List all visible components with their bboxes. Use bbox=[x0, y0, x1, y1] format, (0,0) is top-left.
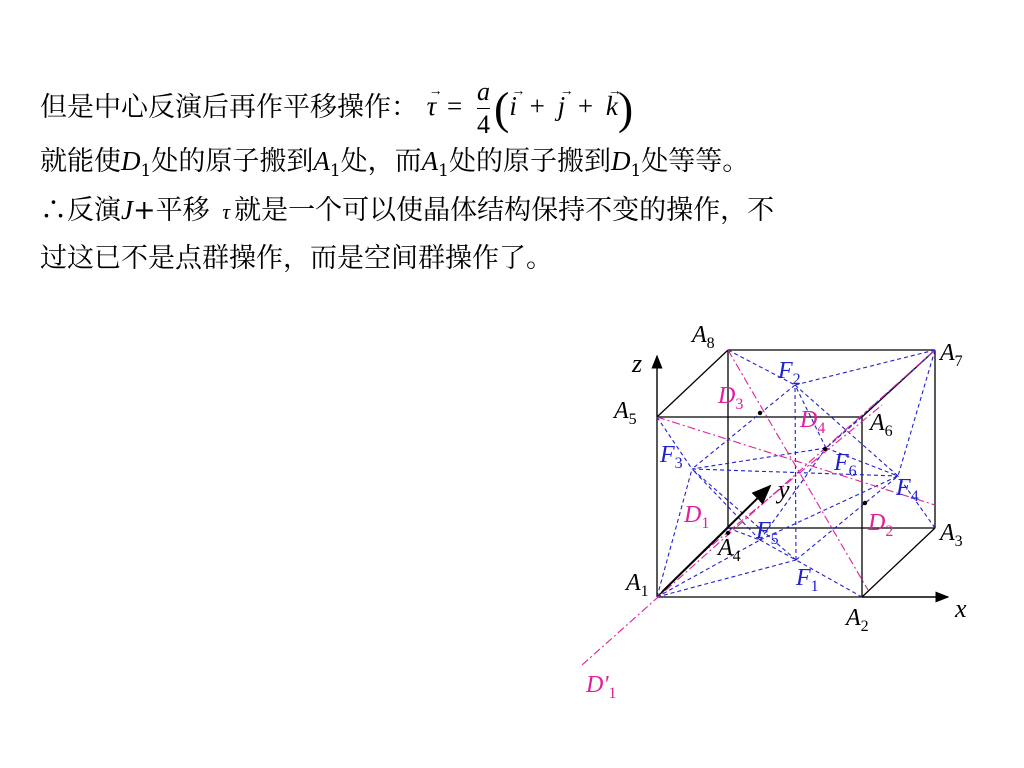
line3-tau: τ bbox=[222, 199, 231, 224]
therefore-symbol: ∴ bbox=[40, 195, 67, 226]
d-point-label: $D_3$ bbox=[718, 383, 744, 413]
vertex-face-line bbox=[657, 469, 692, 597]
d-point-label: $D'_1$ bbox=[586, 672, 617, 702]
line2-sub3: 1 bbox=[438, 161, 449, 181]
y-axis-arrow bbox=[662, 486, 770, 592]
translation-formula bbox=[427, 78, 634, 139]
fraction-bar bbox=[477, 108, 490, 109]
labels bbox=[585, 322, 967, 702]
diagonal-lines bbox=[582, 350, 935, 665]
text-line-2 bbox=[40, 145, 750, 181]
point-dot bbox=[758, 411, 762, 415]
j-vector: → j bbox=[558, 90, 566, 122]
d-point-label: $D_2$ bbox=[868, 510, 894, 540]
vertex-label: $A_6$ bbox=[870, 410, 893, 440]
tau-vector: → τ bbox=[427, 90, 437, 122]
line2-part-c: 处，而 bbox=[340, 146, 422, 177]
cube-edge bbox=[862, 528, 935, 597]
line2-sub4: 1 bbox=[630, 161, 642, 181]
plus-sign-1: + bbox=[529, 90, 545, 121]
line2-sub1: 1 bbox=[140, 161, 152, 181]
line4-text: 过这已不是点群操作，而是空间群操作了。 bbox=[40, 243, 553, 274]
crystal-cell-diagram bbox=[570, 318, 1000, 708]
x-axis-label: x bbox=[955, 594, 967, 623]
vertex-face-line bbox=[795, 350, 935, 385]
line3-part-a: 反演 bbox=[67, 195, 121, 226]
face-center-label: $F_4$ bbox=[896, 475, 919, 505]
face-center-label: $F_3$ bbox=[660, 442, 683, 472]
body-diagonal-line bbox=[582, 350, 935, 665]
vertex-label: $A_7$ bbox=[940, 340, 963, 370]
line2-part-e: 处等等。 bbox=[641, 146, 750, 177]
vertex-label: $A_3$ bbox=[940, 520, 963, 550]
vertex-face-line bbox=[657, 540, 760, 597]
vertex-face-line bbox=[657, 560, 796, 597]
vertex-label: $A_4$ bbox=[718, 535, 741, 565]
vertex-face-line bbox=[898, 350, 935, 476]
text-line-1 bbox=[40, 78, 633, 139]
right-paren: ) bbox=[617, 82, 634, 134]
face-center-label: $F_5$ bbox=[756, 518, 779, 548]
i-vector: → i bbox=[509, 90, 517, 122]
line1-text: 但是中心反演后再作平移操作： bbox=[40, 92, 418, 123]
line2-sub2: 1 bbox=[329, 161, 341, 181]
line2-A2: A bbox=[421, 146, 439, 176]
line3-part-b: +平移 bbox=[132, 195, 210, 226]
plus-sign-2: + bbox=[577, 90, 594, 121]
vertex-label: $A_1$ bbox=[626, 570, 649, 600]
vertex-label: $A_8$ bbox=[692, 322, 715, 352]
line3-part-c: 就是一个可以使晶体结构保持不变的操作，不 bbox=[234, 195, 775, 226]
k-vector: → k bbox=[606, 90, 618, 122]
face-center-label: $F_6$ bbox=[834, 450, 857, 480]
line2-A: A bbox=[313, 146, 330, 176]
face-center-line bbox=[795, 385, 796, 560]
d-point-label: $D_4$ bbox=[800, 407, 826, 437]
point-dot bbox=[863, 501, 867, 505]
face-center-line bbox=[692, 385, 795, 469]
line2-part-d: 处的原子搬到 bbox=[448, 146, 611, 177]
z-axis-label: z bbox=[632, 349, 643, 378]
line2-D: D bbox=[121, 146, 141, 176]
fraction-numerator: a bbox=[477, 77, 490, 106]
fraction-a-over-4 bbox=[477, 78, 490, 139]
text-line-3 bbox=[40, 194, 774, 228]
text-line-4 bbox=[40, 243, 553, 275]
fraction-denominator: 4 bbox=[477, 110, 490, 139]
diagonal-line bbox=[657, 417, 935, 505]
d-point-label: $D_1$ bbox=[684, 502, 710, 532]
vertex-face-line bbox=[826, 417, 862, 448]
face-center-label: $F_1$ bbox=[796, 565, 819, 595]
line2-D2: D bbox=[610, 146, 631, 176]
left-paren: ( bbox=[494, 82, 510, 134]
y-axis-label: y bbox=[778, 475, 790, 504]
face-center-label: $F_2$ bbox=[778, 358, 801, 388]
equals-sign: = bbox=[447, 90, 463, 121]
vertex-label: $A_5$ bbox=[614, 398, 637, 428]
vertex-label: $A_2$ bbox=[846, 605, 869, 635]
line3-J: J bbox=[121, 195, 133, 225]
point-dot bbox=[823, 447, 827, 451]
line2-part-b: 处的原子搬到 bbox=[151, 146, 314, 177]
line2-part-a: 就能使 bbox=[40, 146, 121, 177]
